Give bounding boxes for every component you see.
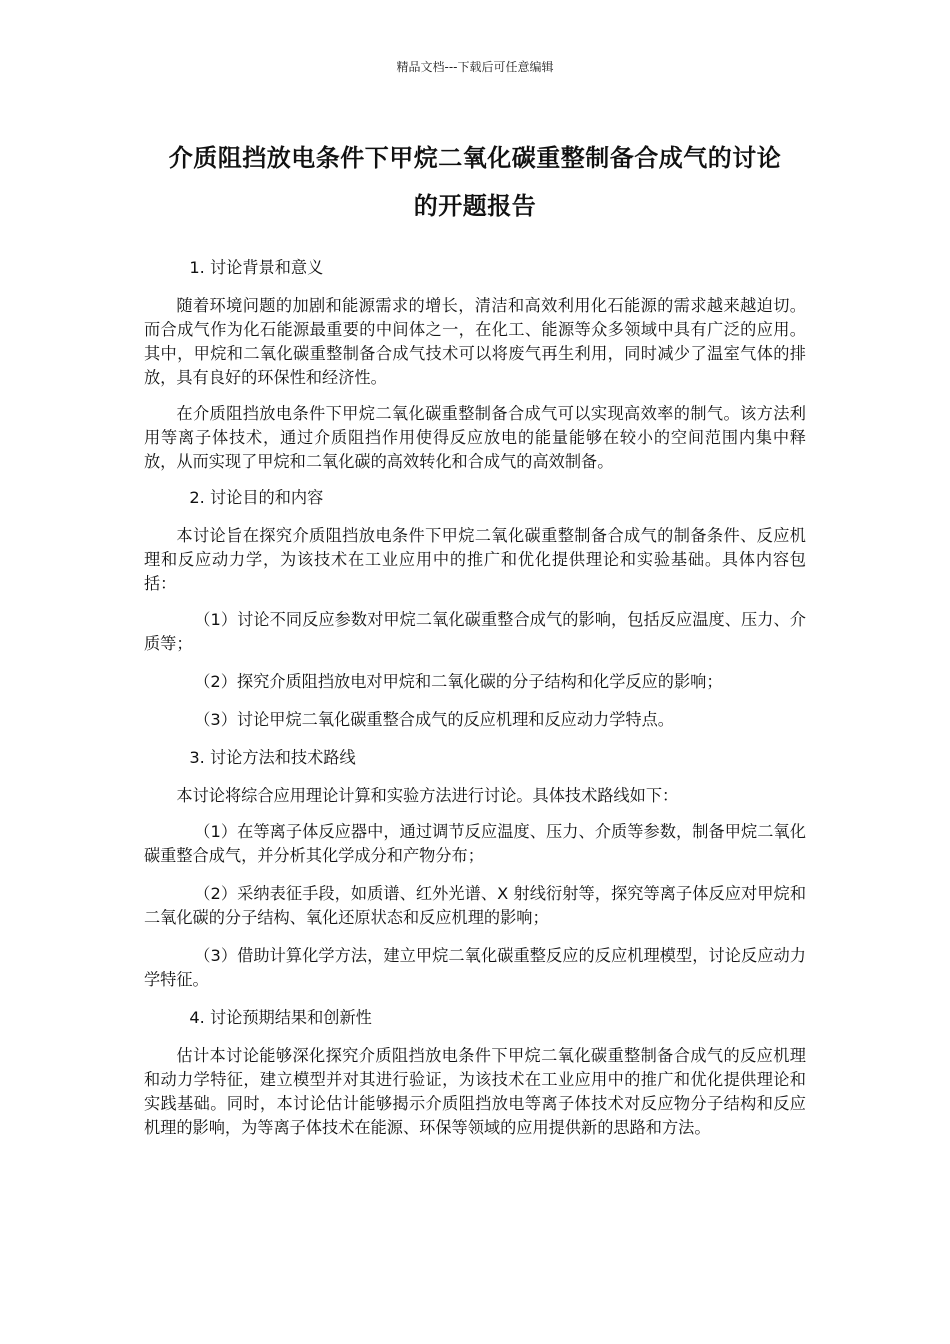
section-1-paragraph-2: 在介质阻挡放电条件下甲烷二氧化碳重整制备合成气可以实现高效率的制气。该方法利用等离子体技术，通过介质阻挡作用使得反应放电的能量能够在较小的空间范围内集中释放，从而实现了甲烷和二氧化碳的高效转化和合成气的高效制备。	[144, 404, 806, 471]
section-1-heading: 1. 讨论背景和意义	[189, 258, 324, 277]
section-2-paragraph-1: 本讨论旨在探究介质阻挡放电条件下甲烷二氧化碳重整制备合成气的制备条件、反应机理和反应动力学，为该技术在工业应用中的推广和优化提供理论和实验基础。具体内容包括：	[144, 526, 806, 593]
section-3-heading: 3. 讨论方法和技术路线	[189, 748, 356, 767]
section-1-paragraph-1: 随着环境问题的加剧和能源需求的增长，清洁和高效利用化石能源的需求越来越迫切。而合成气作为化石能源最重要的中间体之一，在化工、能源等众多领域中具有广泛的应用。其中，甲烷和二氧化碳重整制备合成气技术可以将废气再生利用，同时减少了温室气体的排放，具有良好的环保性和经济性。	[144, 296, 806, 387]
section-3-item-2: （2）采纳表征手段，如质谱、红外光谱、X 射线衍射等，探究等离子体反应对甲烷和二氧化碳的分子结构、氧化还原状态和反应机理的影响；	[144, 884, 806, 927]
page-header: 精品文档---下载后可任意编辑	[396, 60, 554, 74]
title-line-1: 介质阻挡放电条件下甲烷二氧化碳重整制备合成气的讨论	[168, 144, 782, 172]
section-4-heading: 4. 讨论预期结果和创新性	[189, 1008, 372, 1027]
section-3-paragraph-1: 本讨论将综合应用理论计算和实验方法进行讨论。具体技术路线如下：	[176, 786, 679, 805]
section-2-heading: 2. 讨论目的和内容	[189, 488, 324, 507]
section-2-item-1: （1）讨论不同反应参数对甲烷二氧化碳重整合成气的影响，包括反应温度、压力、介质等；	[144, 610, 806, 653]
section-2-item-3: （3）讨论甲烷二氧化碳重整合成气的反应机理和反应动力学特点。	[194, 710, 674, 729]
section-3-item-3: （3）借助计算化学方法，建立甲烷二氧化碳重整反应的反应机理模型，讨论反应动力学特征。	[144, 946, 806, 989]
section-2-item-2: （2）探究介质阻挡放电对甲烷和二氧化碳的分子结构和化学反应的影响；	[194, 672, 723, 691]
section-4-paragraph-1: 估计本讨论能够深化探究介质阻挡放电条件下甲烷二氧化碳重整制备合成气的反应机理和动力学特征，建立模型并对其进行验证，为该技术在工业应用中的推广和优化提供理论和实践基础。同时，本讨论估计能够揭示介质阻挡放电等离子体技术对反应物分子结构和反应机理的影响，为等离子体技术在能源、环保等领域的应用提供新的思路和方法。	[144, 1046, 806, 1137]
document-body	[144, 256, 806, 1152]
section-3-item-1: （1）在等离子体反应器中，通过调节反应温度、压力、介质等参数，制备甲烷二氧化碳重整合成气，并分析其化学成分和产物分布；	[144, 822, 806, 865]
title-line-2: 的开题报告	[413, 192, 537, 220]
document-title	[120, 134, 830, 230]
